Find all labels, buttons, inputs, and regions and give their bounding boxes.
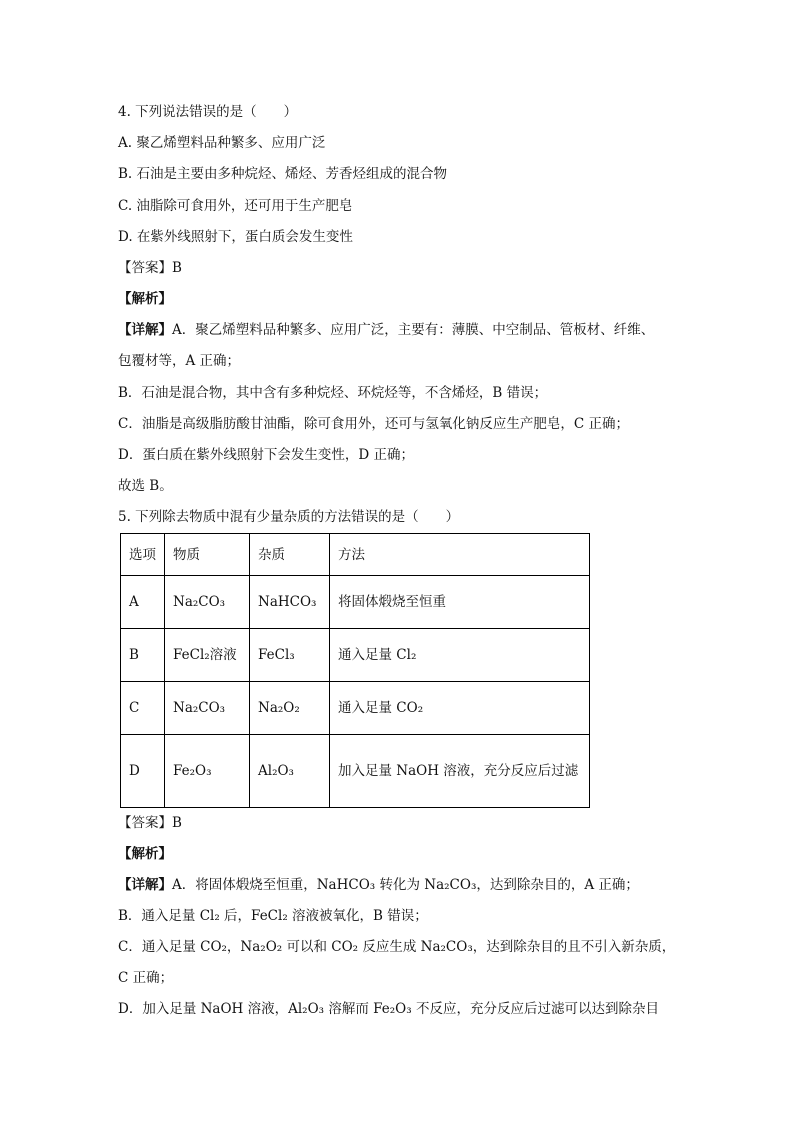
q4-detail-text: A．聚乙烯塑料品种繁多、应用广泛，主要有：薄膜、中空制品、管板材、纤维、 bbox=[172, 322, 655, 338]
q4-detail-line-1 bbox=[118, 321, 654, 339]
table-cell-option: D bbox=[121, 735, 165, 808]
table-header-cell: 选项 bbox=[121, 534, 165, 576]
table-cell-substance: Na₂CO₃ bbox=[165, 576, 250, 629]
q5-detail-line-2: B．通入足量 Cl₂ 后，FeCl₂ 溶液被氧化，B 错误； bbox=[118, 908, 428, 924]
q4-detail-line-4: C．油脂是高级脂肪酸甘油酯，除可食用外，还可与氢氧化钠反应生产肥皂，C 正确； bbox=[118, 416, 629, 432]
table-row bbox=[121, 735, 590, 808]
q5-detail-line-4: C 正确； bbox=[118, 970, 174, 986]
table-cell-method: 通入足量 Cl₂ bbox=[330, 629, 590, 682]
q4-option-c: C. 油脂除可食用外，还可用于生产肥皂 bbox=[118, 198, 353, 214]
q4-stem: 4. 下列说法错误的是（ ） bbox=[118, 104, 298, 120]
table-cell-impurity: Al₂O₃ bbox=[250, 735, 330, 808]
q4-option-d: D. 在紫外线照射下，蛋白质会发生变性 bbox=[118, 229, 353, 245]
q4-conclusion: 故选 B。 bbox=[118, 478, 173, 494]
q4-analysis-title: 【解析】 bbox=[118, 291, 172, 307]
table-cell-impurity: Na₂O₂ bbox=[250, 682, 330, 735]
q5-detail-label: 【详解】 bbox=[118, 877, 172, 893]
table-row bbox=[121, 682, 590, 735]
table-row bbox=[121, 629, 590, 682]
q4-option-b: B. 石油是主要由多种烷烃、烯烃、芳香烃组成的混合物 bbox=[118, 166, 448, 182]
q5-answer: 【答案】B bbox=[118, 815, 182, 831]
q4-detail-line-5: D．蛋白质在紫外线照射下会发生变性，D 正确； bbox=[118, 447, 414, 463]
table-header-cell: 物质 bbox=[165, 534, 250, 576]
table-cell-method: 通入足量 CO₂ bbox=[330, 682, 590, 735]
q4-detail-label: 【详解】 bbox=[118, 322, 172, 338]
table-row bbox=[121, 576, 590, 629]
table-cell-substance: FeCl₂溶液 bbox=[165, 629, 250, 682]
q4-option-a: A. 聚乙烯塑料品种繁多、应用广泛 bbox=[118, 135, 326, 151]
q5-options-table bbox=[120, 533, 590, 808]
q5-detail-line-5: D．加入足量 NaOH 溶液，Al₂O₃ 溶解而 Fe₂O₃ 不反应，充分反应后过滤可以达到除杂目 bbox=[118, 1001, 659, 1017]
table-header-row bbox=[121, 534, 590, 576]
table-header-cell: 方法 bbox=[330, 534, 590, 576]
q4-detail-line-2: 包覆材等，A 正确； bbox=[118, 353, 241, 369]
table-cell-impurity: NaHCO₃ bbox=[250, 576, 330, 629]
table-cell-option: A bbox=[121, 576, 165, 629]
table-header-cell: 杂质 bbox=[250, 534, 330, 576]
q4-answer: 【答案】B bbox=[118, 260, 182, 276]
table-cell-substance: Fe₂O₃ bbox=[165, 735, 250, 808]
table-cell-option: C bbox=[121, 682, 165, 735]
table-cell-substance: Na₂CO₃ bbox=[165, 682, 250, 735]
table-cell-method: 加入足量 NaOH 溶液，充分反应后过滤 bbox=[330, 735, 590, 808]
q5-stem: 5. 下列除去物质中混有少量杂质的方法错误的是（ ） bbox=[118, 509, 460, 525]
table-cell-option: B bbox=[121, 629, 165, 682]
q5-analysis-title: 【解析】 bbox=[118, 846, 172, 862]
q5-detail-line-1 bbox=[118, 876, 639, 894]
q5-detail-text: A．将固体煅烧至恒重，NaHCO₃ 转化为 Na₂CO₃，达到除杂目的，A 正确； bbox=[172, 877, 639, 893]
table-cell-method: 将固体煅烧至恒重 bbox=[330, 576, 590, 629]
table-cell-impurity: FeCl₃ bbox=[250, 629, 330, 682]
q5-detail-line-3: C．通入足量 CO₂，Na₂O₂ 可以和 CO₂ 反应生成 Na₂CO₃，达到除杂目的且不引入新杂质， bbox=[118, 939, 676, 955]
q4-detail-line-3: B．石油是混合物，其中含有多种烷烃、环烷烃等，不含烯烃，B 错误； bbox=[118, 385, 548, 401]
